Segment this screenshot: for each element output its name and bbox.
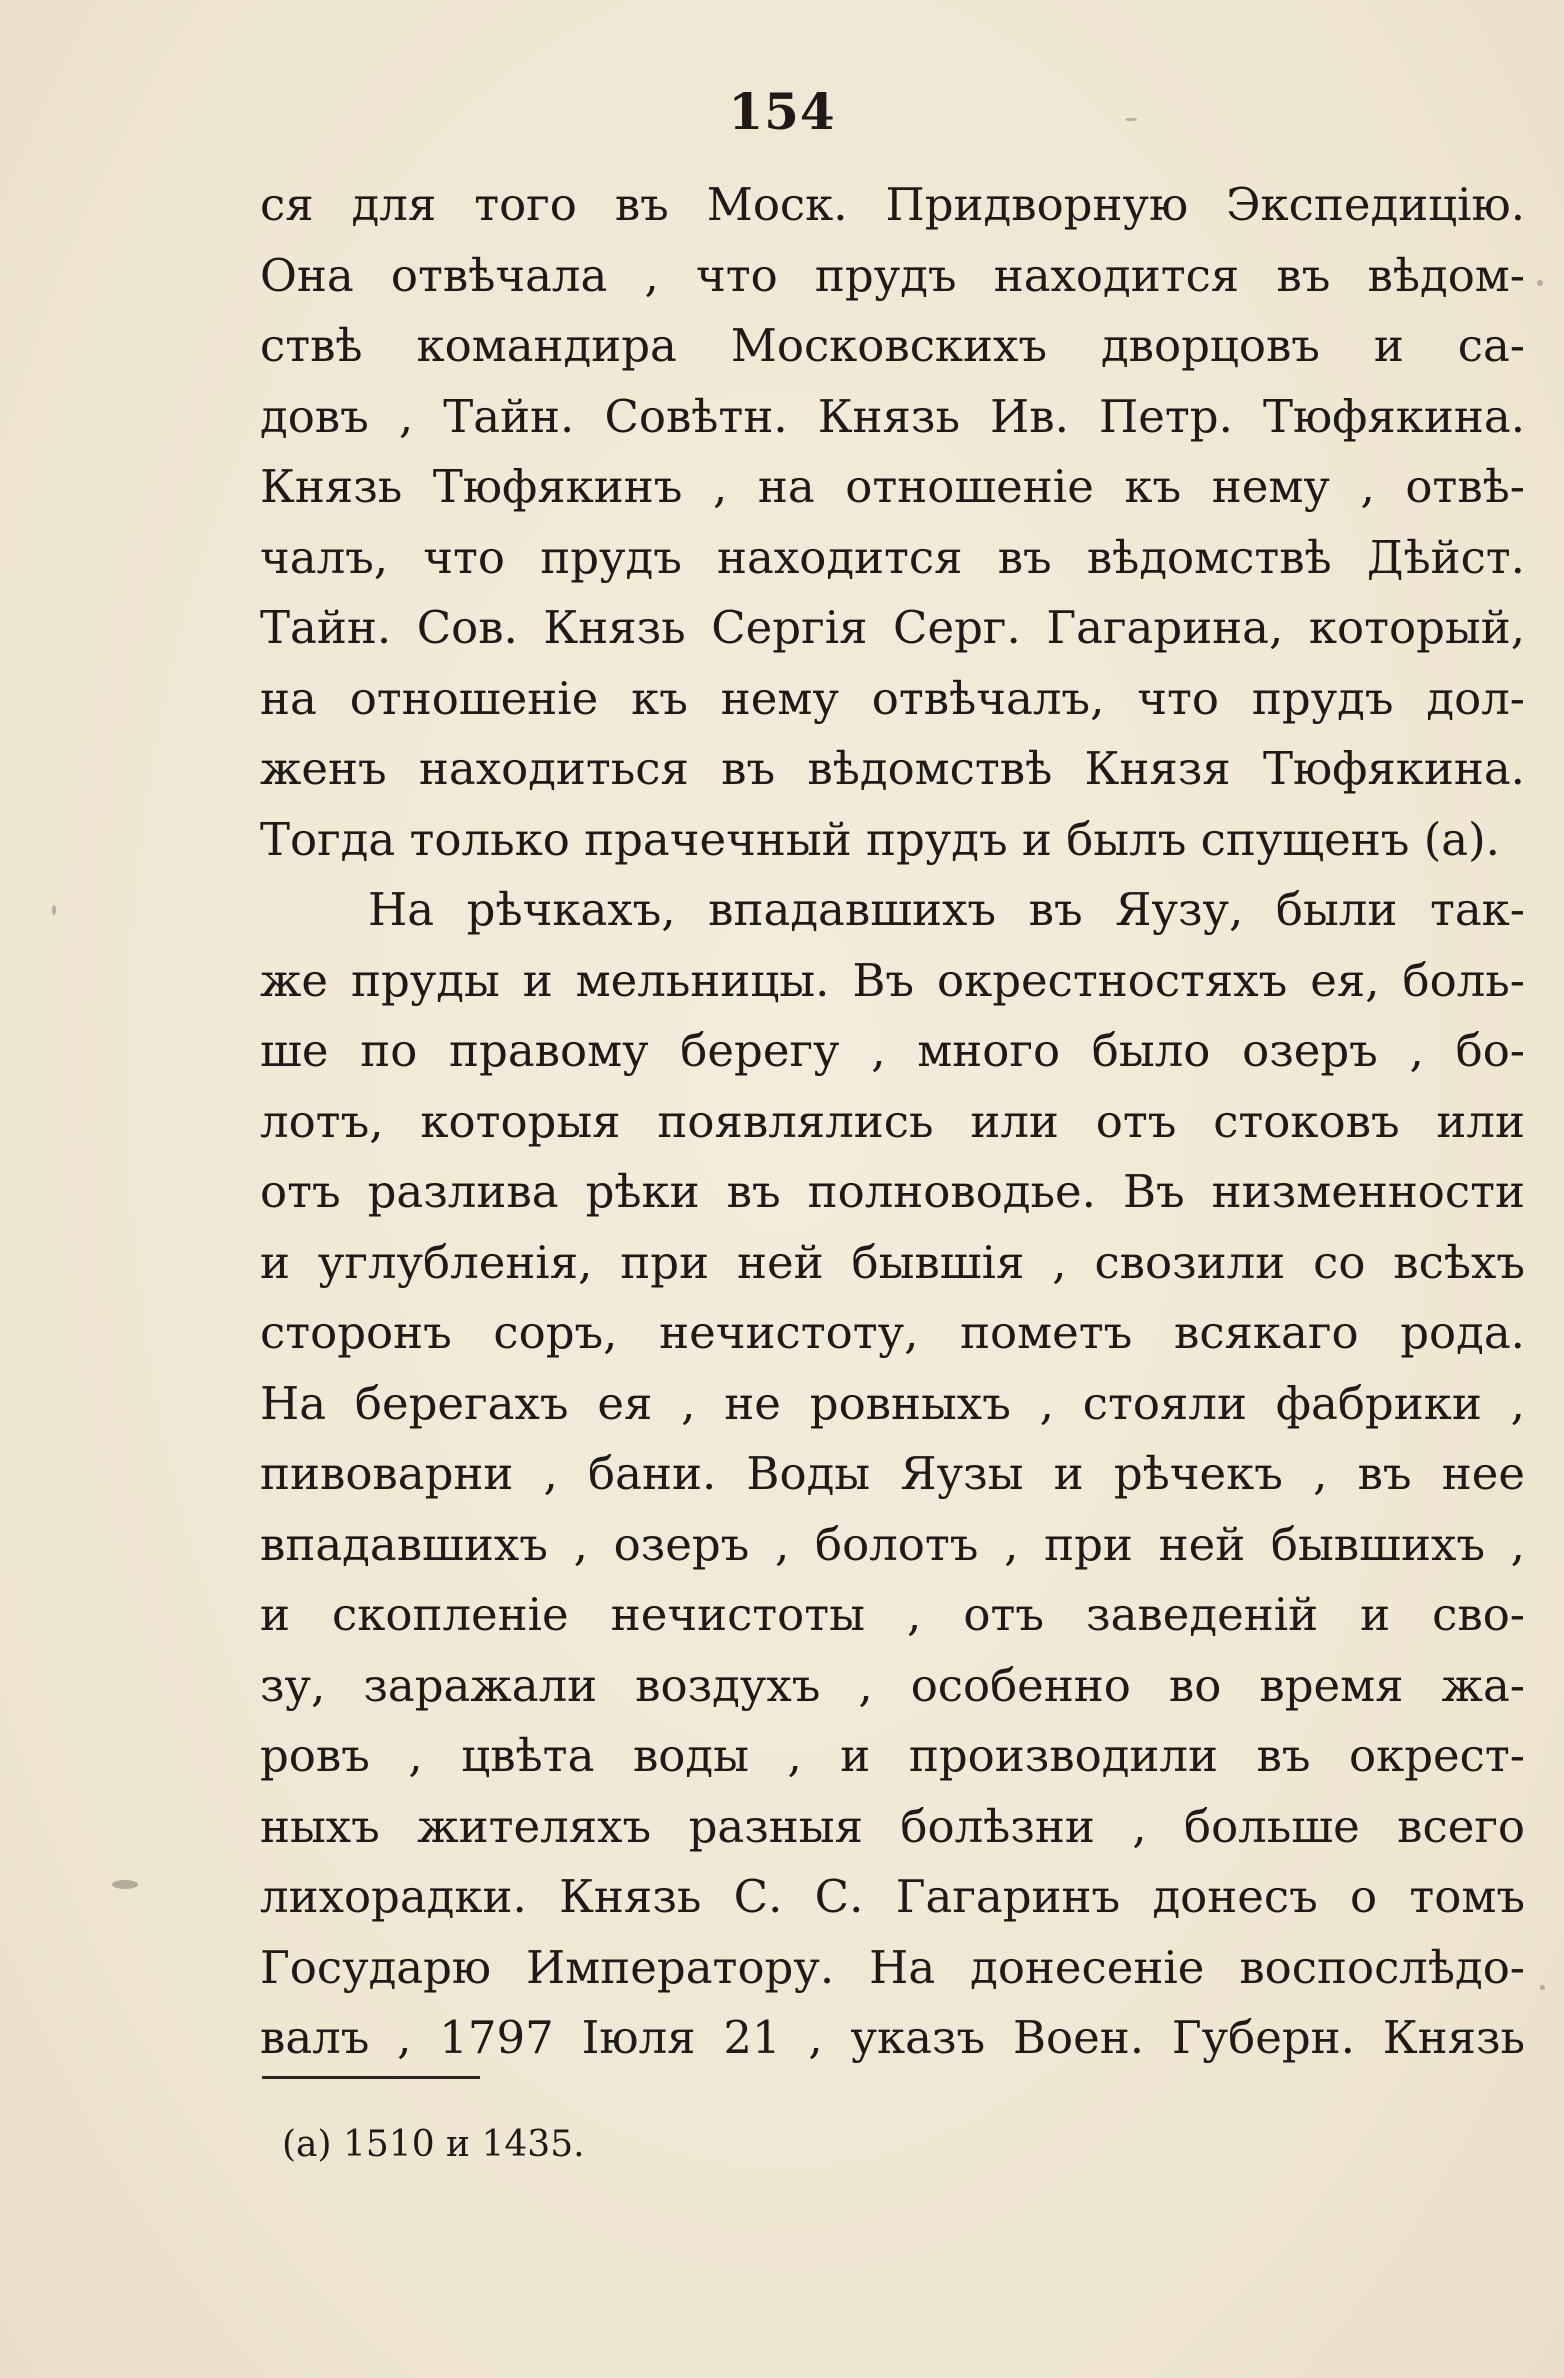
text-line: ныхъ жителяхъ разныя болѣзни , больше всего bbox=[260, 1799, 1525, 1853]
text-line: женъ находиться въ вѣдомствѣ Князя Тюфякина. bbox=[260, 742, 1525, 795]
text-line: зу, заражали воздухъ , особенно во время жа- bbox=[260, 1658, 1525, 1712]
text-line: ше по правому берегу , много было озеръ , бо- bbox=[260, 1024, 1525, 1077]
paper-speck bbox=[52, 905, 56, 915]
text-line: пивоварни , бани. Воды Яузы и рѣчекъ , въ нее bbox=[260, 1447, 1525, 1500]
text-line: Тайн. Сов. Князь Сергія Серг. Гагарина, который, bbox=[260, 601, 1525, 654]
paper-speck bbox=[1537, 280, 1543, 286]
text-line: и углубленія, при ней бывшія , свозили со всѣхъ bbox=[260, 1235, 1525, 1289]
paragraph-start-line: На рѣчкахъ, впадавшихъ въ Яузу, были так- bbox=[368, 883, 1525, 936]
footnote-divider bbox=[262, 2076, 480, 2079]
text-line: ровъ , цвѣта воды , и производили въ окрест- bbox=[260, 1729, 1525, 1782]
text-line: Князь Тюфякинъ , на отношеніе къ нему , отвѣ- bbox=[260, 460, 1525, 513]
text-line: же пруды и мельницы. Въ окрестностяхъ ея, боль- bbox=[260, 953, 1525, 1007]
paper-speck bbox=[112, 1880, 138, 1889]
footnote: (а) 1510 и 1435. bbox=[282, 2124, 585, 2165]
text-line: впадавшихъ , озеръ , болотъ , при ней бывшихъ , bbox=[260, 1517, 1525, 1571]
text-line: и скопленіе нечистоты , отъ заведеній и сво- bbox=[260, 1588, 1525, 1641]
page-number: 154 bbox=[728, 82, 836, 141]
text-line: лотъ, которыя появлялись или отъ стоковъ или bbox=[260, 1094, 1525, 1148]
paragraph-end-line: Тогда только прачечный прудъ и былъ спущенъ (а). bbox=[260, 812, 1500, 866]
text-line: довъ , Тайн. Совѣтн. Князь Ив. Петр. Тюфякина. bbox=[260, 389, 1525, 443]
text-line: ся для того въ Моск. Придворную Экспедицію. bbox=[260, 178, 1525, 231]
text-line: на отношеніе къ нему отвѣчалъ, что прудъ дол- bbox=[260, 671, 1525, 725]
text-line: сторонъ соръ, нечистоту, пометъ всякаго рода. bbox=[260, 1306, 1525, 1359]
text-line: ствѣ командира Московскихъ дворцовъ и са- bbox=[260, 319, 1525, 372]
text-line: лихорадки. Князь С. С. Гагаринъ донесъ о томъ bbox=[260, 1870, 1525, 1923]
text-line: На берегахъ ея , не ровныхъ , стояли фабрики , bbox=[260, 1376, 1525, 1430]
text-line: чалъ, что прудъ находится въ вѣдомствѣ Дѣйст. bbox=[260, 530, 1525, 584]
paper-speck bbox=[1125, 118, 1137, 121]
paper-speck bbox=[1540, 1985, 1545, 1990]
text-line: валъ , 1797 Іюля 21 , указъ Воен. Губерн. Князь bbox=[260, 2011, 1525, 2064]
body-text bbox=[260, 170, 1525, 2074]
text-line: Государю Императору. На донесеніе воспослѣдо- bbox=[260, 1940, 1525, 1994]
text-line: отъ разлива рѣки въ полноводье. Въ низменности bbox=[260, 1165, 1525, 1218]
text-line: Она отвѣчала , что прудъ находится въ вѣдом- bbox=[260, 248, 1525, 302]
